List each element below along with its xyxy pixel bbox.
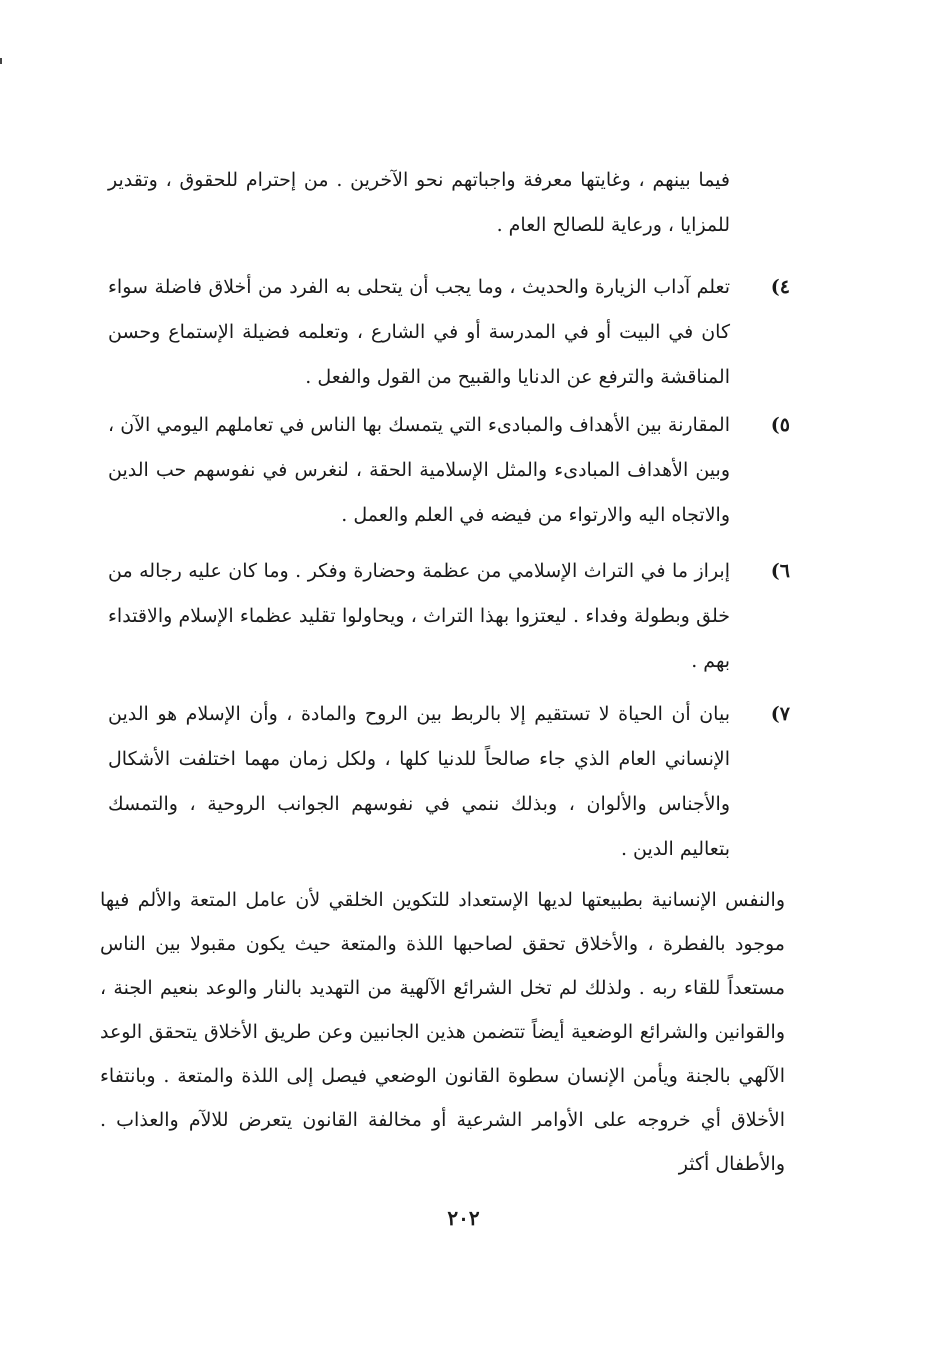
- list-item: [108, 549, 790, 684]
- page-number: ٢٠٢: [447, 1206, 480, 1230]
- intro-paragraph: فيما بينهم ، وغايتها معرفة واجباتهم نحو الآخرين . من إحترام للحقوق ، وتقدير للمزايا ، ورعاية للصالح العام .: [108, 169, 730, 236]
- closing-paragraph: والنفس الإنسانية بطبيعتها لديها الإستعداد للتكوين الخلقي لأن عامل المتعة والألم فيها موجود بالفطرة ، والأخلاق تحقق لصاحبها اللذة والمتعة حيث يكون مقبولا بين الناس مستعداً للقاء ربه . ولذلك لم تخل الشرائع الآلهية من التهديد بالنار والوعد بنعيم الجنة ، والقوانين والشرائع الوضعية أيضاً تتضمن هذين الجانبين وعن طريق الأخلاق يتحقق الوعد الآلهي بالجنة ويأمن الإنسان سطوة القانون الوضعي فيصل إلى اللذة والمتعة . وبانتفاء الأخلاق أي خروجه على الأوامر الشرعية أو مخالفة القانون يتعرض للالآم والعذاب . والأطفال أكثر: [100, 889, 785, 1175]
- item-text: بيان أن الحياة لا تستقيم إلا بالربط بين الروح والمادة ، وأن الإسلام هو الدين الإنساني العام الذي جاء صالحاً للدنيا كلها ، ولكل زمان مهما اختلفت الأشكال والأجناس والألوان ، وبذلك ننمي في نفوسهم الجوانب الروحية ، والتمسك بتعاليم الدين .: [108, 703, 730, 860]
- item-number: ٦): [770, 560, 790, 582]
- item-number: ٧): [770, 703, 790, 725]
- item-number: ٤): [770, 276, 790, 298]
- item-text: إبراز ما في التراث الإسلامي من عظمة وحضارة وفكر . وما كان عليه رجاله من خلق وبطولة وفداء . ليعتزوا بهذا التراث ، ويحاولوا تقليد عظماء الإسلام والاقتداء بهم .: [108, 560, 730, 672]
- margin-mark: [0, 58, 2, 64]
- item-number: ٥): [770, 414, 790, 436]
- list-item: [108, 403, 790, 538]
- item-text: المقارنة بين الأهداف والمبادىء التي يتمسك بها الناس في تعاملهم اليومي الآن ، وبين الأهداف المبادىء والمثل الإسلامية الحقة ، لنغرس في نفوسهم حب الدين والاتجاه اليه والارتواء من فيضه في العلم والعمل .: [108, 414, 730, 526]
- list-item: [108, 265, 790, 400]
- item-text: تعلم آداب الزيارة والحديث ، وما يجب أن يتحلى به الفرد من أخلاق فاضلة سواء كان في البيت أو في المدرسة أو في الشارع ، وتعلمه فضيلة الإستماع وحسن المناقشة والترفع عن الدنايا والقبيح من القول والفعل .: [108, 276, 730, 388]
- list-item: [108, 692, 790, 872]
